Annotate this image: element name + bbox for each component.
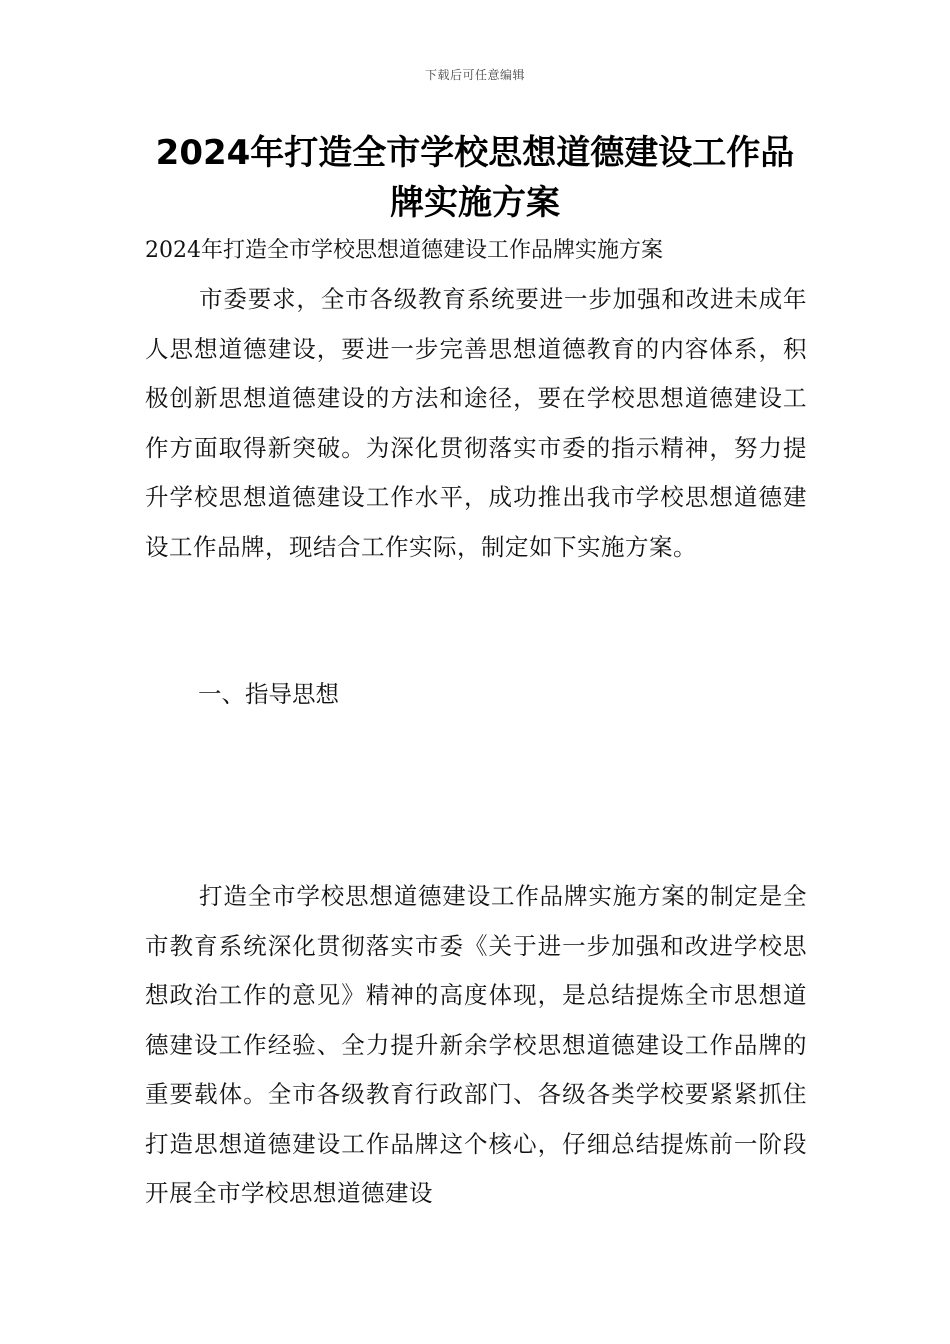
header-note: 下载后可任意编辑 bbox=[424, 68, 525, 82]
document-title: 2024年打造全市学校思想道德建设工作品牌实施方案 bbox=[155, 133, 795, 223]
intro-paragraph: 市委要求，全市各级教育系统要进一步加强和改进未成年人思想道德建设，要进一步完善思想道德教育的内容体系，积极创新思想道德建设的方法和途径，要在学校思想道德建设工作方面取得新突破。为深化贯彻落实市委的指示精神，努力提升学校思想道德建设工作水平，成功推出我市学校思想道德建设工作品牌，现结合工作实际，制定如下实施方案。 bbox=[145, 285, 807, 561]
body-paragraph: 打造全市学校思想道德建设工作品牌实施方案的制定是全市教育系统深化贯彻落实市委《关于进一步加强和改进学校思想政治工作的意见》精神的高度体现，是总结提炼全市思想道德建设工作经验、全力提升新余学校思想道德建设工作品牌的重要载体。全市各级教育行政部门、各级各类学校要紧紧抓住打造思想道德建设工作品牌这个核心，仔细总结提炼前一阶段开展全市学校思想道德建设 bbox=[145, 882, 807, 1207]
section-heading-guiding-ideology: 一、指导思想 bbox=[198, 680, 339, 708]
document-subtitle: 2024年打造全市学校思想道德建设工作品牌实施方案 bbox=[145, 238, 663, 263]
